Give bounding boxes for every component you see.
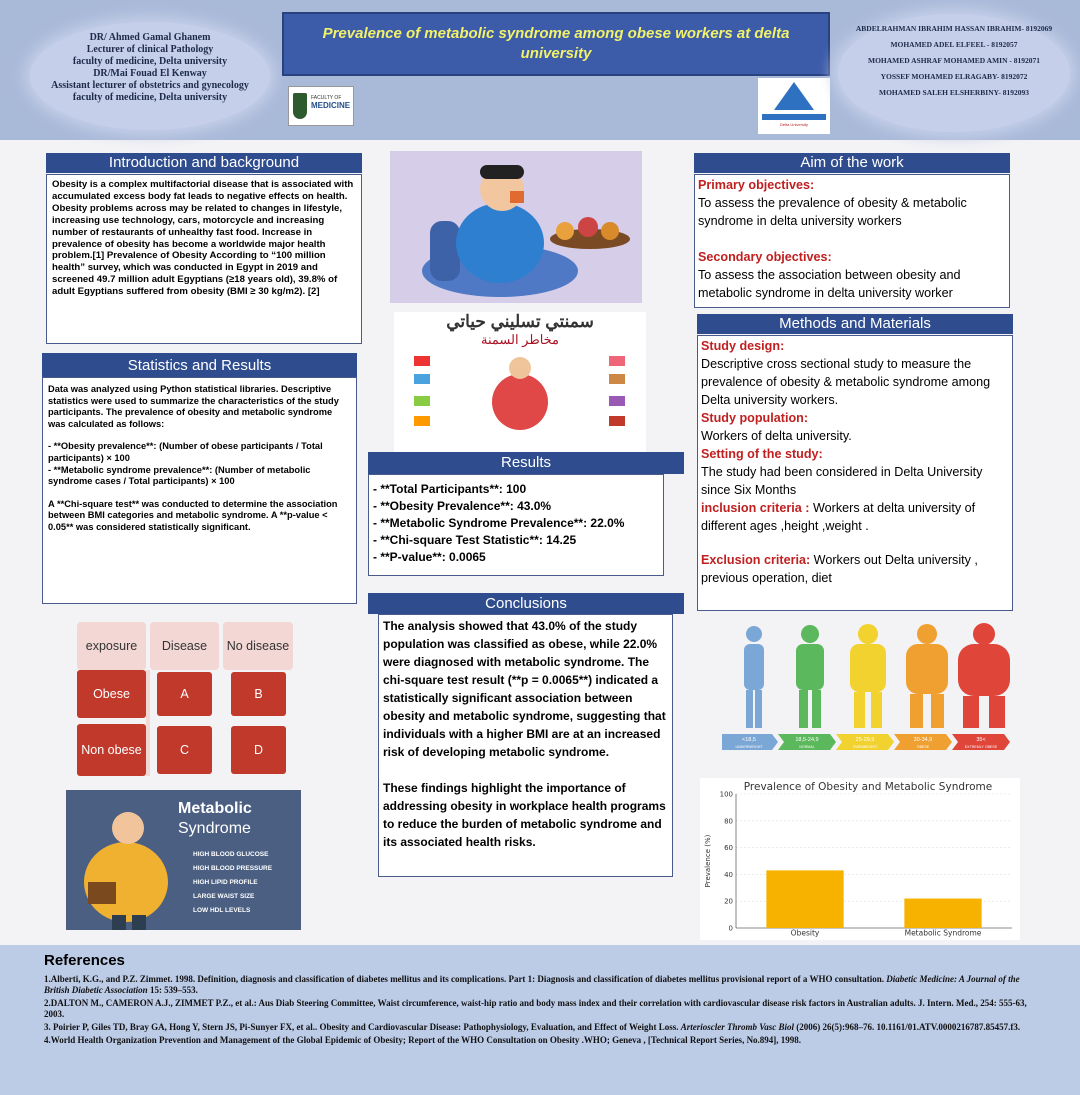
x-tick-label: Metabolic Syndrome (904, 928, 982, 938)
bmi-category-label: UNDERWEIGHT (735, 745, 763, 749)
author-line: faculty of medicine, Delta university (72, 56, 228, 67)
bmi-category-label: OVERWEIGHT (852, 745, 878, 749)
reference-item (44, 1022, 1044, 1033)
design-text: Descriptive cross sectional study to measure the prevalence of obesity & metabolic syndrome among Delta university workers. (701, 357, 991, 407)
y-tick-label: 20 (724, 897, 733, 906)
logo-text-small: FACULTY OF (311, 95, 342, 101)
bmi-category-label: NORMAL (799, 745, 815, 749)
conclusions-box (378, 614, 673, 877)
bmi-scale-arrows (722, 734, 1010, 750)
body-figure-obese (906, 624, 948, 728)
y-axis-label: Prevalence (%) (704, 834, 712, 888)
reference-rest: (2006) 26(5):968–76. 10.1161/01.ATV.0000216787.85457.f3. (793, 1022, 1021, 1032)
stats-paragraph: - **Obesity prevalence**: (Number of obese participants / Total participants) × 100 (48, 441, 323, 463)
author-line: Assistant lecturer of obstetrics and gynecology (51, 80, 249, 91)
table-header-disease: Disease (150, 622, 219, 670)
results-heading: Results (368, 452, 684, 474)
stats-box (42, 377, 357, 604)
reference-item (44, 974, 1044, 996)
exclusion-label: Exclusion criteria: (701, 553, 811, 567)
arabic-title: سمنتي تسليني حياتي (446, 312, 594, 331)
chart-bar (904, 899, 981, 928)
symptom-item: LARGE WAIST SIZE (193, 893, 255, 900)
symptom-item: HIGH BLOOD PRESSURE (193, 865, 273, 872)
student-line: YOSSEF MOHAMED ELRAGABY- 8192072 (880, 72, 1028, 81)
references-heading: References (44, 952, 125, 969)
logo-text: Delta University (779, 122, 808, 127)
stats-paragraph: A **Chi-square test** was conducted to determine the association between BMI categories and metabolic syndrome. A **p-value < 0.05** was considered statistically significant. (48, 498, 338, 532)
table-header-no-disease: No disease (223, 622, 293, 670)
bmi-category-label: EXTREMLY OBESE (964, 745, 998, 749)
student-line: ABDELRAHMAN IBRAHIM HASSAN IBRAHIM- 8192069 (855, 24, 1053, 33)
aim-box (694, 174, 1010, 308)
author-line: faculty of medicine, Delta university (72, 92, 228, 103)
author-line: DR/ Ahmed Gamal Ghanem (89, 32, 211, 43)
symptom-item: HIGH LIPID PROFILE (193, 879, 258, 886)
student-line: MOHAMED SALEH ELSHERBINY- 8192093 (879, 88, 1029, 97)
table-cell: B (231, 672, 286, 716)
metabolic-title: Metabolic (178, 800, 252, 817)
delta-university-logo (758, 78, 830, 134)
logo-text-main: MEDICINE (311, 101, 351, 110)
body-figure-underweight (744, 626, 764, 728)
symptom-item: HIGH BLOOD GLUCOSE (193, 851, 269, 858)
medicine-logo (288, 86, 354, 126)
risks-diagram-icon (394, 312, 646, 452)
table-header-exposure: exposure (77, 622, 146, 670)
stats-paragraph: - **Metabolic syndrome prevalence**: (Number of metabolic syndrome cases / Total participants) × 100 (48, 464, 311, 487)
obese-man-icon (390, 151, 642, 303)
stats-heading: Statistics and Results (42, 353, 357, 377)
bmi-range-label: 25-29,9 (855, 737, 875, 743)
results-line: - **Metabolic Syndrome Prevalence**: 22.0% (373, 516, 625, 530)
student-line: MOHAMED ADEL ELFEEL - 8192057 (890, 40, 1018, 49)
table-row-label: Obese (77, 670, 146, 718)
bmi-range-label: 18,5-24,9 (795, 737, 819, 743)
symptom-item: LOW HDL LEVELS (193, 907, 251, 914)
setting-text: The study had been considered in Delta University since Six Months (701, 465, 983, 497)
primary-label: Primary objectives: (698, 178, 815, 192)
y-tick-label: 0 (728, 924, 733, 933)
conclusions-paragraph: These findings highlight the importance of addressing obesity in workplace health programs to reduce the burden of metabolic syndrome and its associated health risks. (383, 781, 666, 849)
obesity-risks-panel (394, 312, 646, 452)
table-column-strip (146, 670, 150, 776)
results-body (369, 475, 663, 572)
body-figure-overweight (850, 624, 886, 728)
inclusion-line (701, 499, 1009, 535)
conclusions-paragraph: The analysis showed that 43.0% of the study population was classified as obese, while 22.0% were diagnosed with metabolic syndrome. The chi-square test result (**p = 0.0065**) indicated a statistically significant association between obesity and metabolic syndrome, suggesting that individuals with a higher BMI are at an increased risk of developing metabolic syndrome. (383, 619, 666, 759)
y-tick-label: 60 (724, 844, 733, 853)
intro-body: Obesity is a complex multifactorial disease that is associated with accumulated excess body fat leads to negative effects on health. Obesity problems across may be related to changes in lifestyle, increasing use technology, cars, motorcycle and increasing number of restaurants of unhealthy fast food. Increase in prevalence of obesity has become a worldwide major health problem.[1] Prevalence of Obesity According to “100 million health” survey, which was conducted in Egypt in 2019 and screened 49.7 million adult Egyptians (≥18 years old), 39.8% of adult Egyptians suffered from obesity (BMI ≥ 30 kg/m2). [2] (52, 179, 354, 298)
methods-body (698, 336, 1012, 588)
reference-journal: Arterioscler Thromb Vasc Biol (680, 1022, 794, 1032)
triangle-icon (774, 82, 814, 110)
y-tick-label: 80 (724, 817, 733, 826)
reference-text: 3. Poirier P, Giles TD, Bray GA, Hong Y, Stern JS, Pi-Sunyer FX, et al.. Obesity and Cardiovascular Disease: Pathophysiology, Evaluation, and Effect of Weight Loss. (44, 1022, 681, 1032)
conclusions-body (379, 615, 672, 853)
methods-heading: Methods and Materials (697, 314, 1013, 334)
inclusion-label: inclusion criteria : (701, 501, 810, 515)
prevalence-bar-chart (700, 778, 1020, 940)
methods-box (697, 335, 1013, 611)
obese-man-illustration (390, 151, 642, 303)
bmi-range-label: <18,5 (742, 737, 756, 743)
conclusions-heading: Conclusions (368, 593, 684, 614)
y-tick-label: 40 (724, 870, 733, 879)
body-figure-extremely-obese (958, 623, 1010, 728)
x-tick-label: Obesity (790, 928, 820, 938)
references-list (44, 974, 1044, 1048)
aim-heading: Aim of the work (694, 153, 1010, 173)
exclusion-line (701, 551, 1009, 587)
stats-body (43, 378, 356, 551)
reference-rest: 15: 539–553. (147, 985, 198, 995)
results-box (368, 474, 664, 576)
population-text: Workers of delta university. (701, 429, 852, 443)
results-line: - **Total Participants**: 100 (373, 482, 527, 496)
chart-title: Prevalence of Obesity and Metabolic Syndrome (743, 781, 993, 793)
primary-text: To assess the prevalence of obesity & metabolic syndrome in delta university workers (698, 196, 967, 228)
secondary-label: Secondary objectives: (698, 250, 832, 264)
poster-title: Prevalence of metabolic syndrome among obese workers at delta university (282, 12, 830, 76)
arabic-subtitle: مخاطر السمنة (480, 332, 560, 347)
bmi-range-label: 30-34,9 (913, 737, 933, 743)
table-cell: C (157, 726, 212, 774)
results-line: - **Obesity Prevalence**: 43.0% (373, 499, 552, 513)
author-line: DR/Mai Fouad El Kenway (93, 68, 207, 79)
exclusion-text: Workers out Delta university , previous operation, diet (701, 553, 978, 585)
reference-journal: Diabetic Medicine: A Journal of the British Diabetic Association (44, 974, 1020, 995)
aim-body (695, 175, 1009, 303)
table-cell: A (157, 672, 212, 716)
syndrome-title: Syndrome (178, 820, 251, 837)
reference-text: 1.Alberti, K.G., and P.Z. Zimmet. 1998. Definition, diagnosis and classification of diabetes mellitus and its complications. Part 1: Diagnosis and classification of diabetes mellitus provisional report of a WHO consultation. (44, 974, 887, 984)
bmi-range-label: 35< (976, 737, 986, 743)
author-line: Lecturer of clinical Pathology (86, 44, 214, 55)
inclusion-text: Workers at delta university of different ages ,height ,weight . (701, 501, 976, 533)
results-line: - **Chi-square Test Statistic**: 14.25 (373, 533, 577, 547)
y-tick-label: 100 (719, 790, 733, 799)
table-row-label: Non obese (77, 724, 146, 776)
reference-text: 4.World Health Organization Prevention and Management of the Global Epidemic of Obesity; Report of the WHO Consultation on Obesity .WHO; Geneva , [Technical Report Series, No.894], 1998. (44, 1035, 802, 1045)
shield-icon (293, 93, 307, 119)
design-label: Study design: (701, 339, 785, 353)
student-line: MOHAMED ASHRAF MOHAMED AMIN - 8192071 (867, 56, 1040, 65)
population-label: Study population: (701, 411, 809, 425)
intro-box (46, 174, 362, 344)
chart-bar (766, 870, 843, 928)
secondary-text: To assess the association between obesity and metabolic syndrome in delta university worker (698, 268, 961, 300)
reference-item (44, 998, 1044, 1020)
left-authors-cloud (30, 22, 270, 130)
bmi-category-label: OBESE (916, 745, 930, 749)
right-authors-cloud (838, 14, 1070, 132)
body-figure-normal (796, 625, 824, 728)
results-line: - **P-value**: 0.0065 (373, 550, 486, 564)
intro-heading: Introduction and background (46, 153, 362, 173)
reference-text: 2.DALTON M., CAMERON A.J., ZIMMET P.Z., et al.: Aus Diab Steering Committee, Waist circumference, waist-hip ratio and body mass index and their correlation with cardiovascular disease risk factors in Australian adults. J. Intern. Med., 254: 555-63, 2003. (44, 998, 1027, 1019)
setting-label: Setting of the study: (701, 447, 823, 461)
reference-item (44, 1035, 1044, 1046)
logo-bar (762, 114, 826, 120)
bmi-body-figures (722, 620, 1012, 755)
table-cell: D (231, 726, 286, 774)
stats-paragraph: Data was analyzed using Python statistical libraries. Descriptive statistics were used to summarize the characteristics of the study participants. The prevalence of obesity and metabolic syndrome was calculated as follows: (48, 384, 339, 429)
